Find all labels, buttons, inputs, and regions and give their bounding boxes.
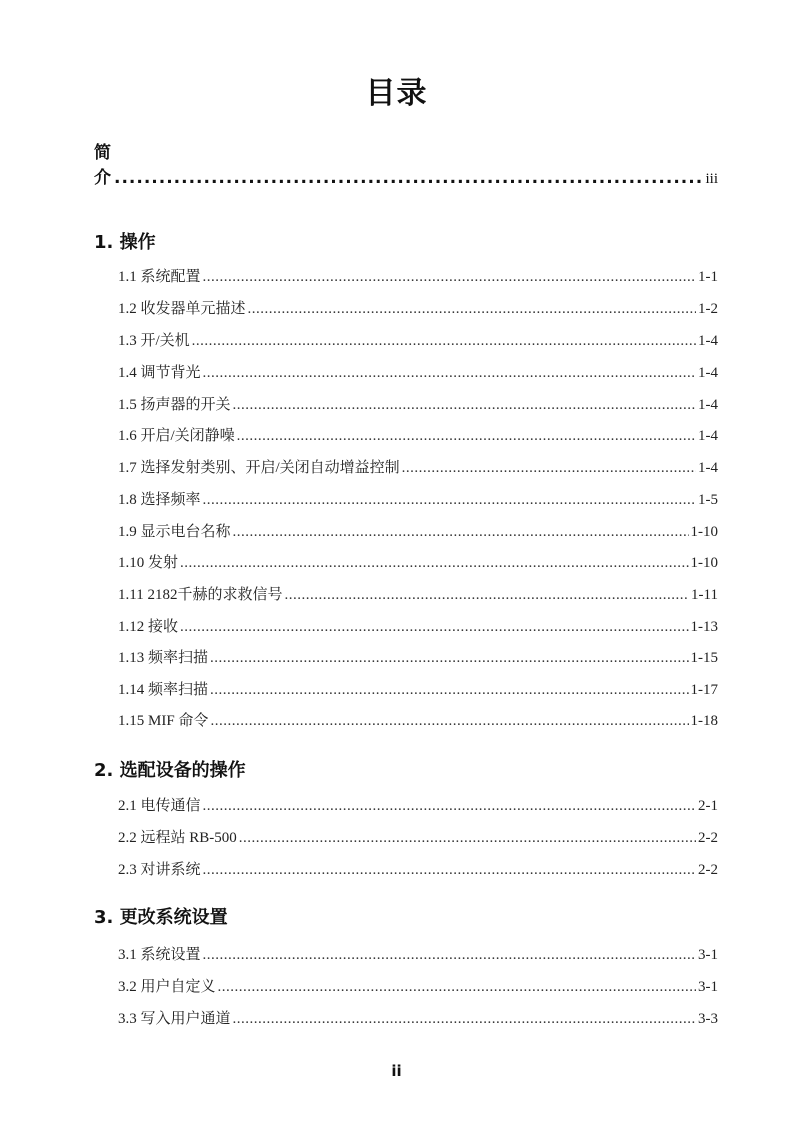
toc-entry-label: 2.2 远程站 RB-500 xyxy=(118,830,237,846)
dot-leader xyxy=(180,619,688,636)
toc-entry-label: 1.15 MIF 命令 xyxy=(118,713,209,729)
toc-entry[interactable] xyxy=(118,360,718,382)
toc-entry-label: 1.6 开启/关闭静噪 xyxy=(118,428,235,444)
toc-entry[interactable] xyxy=(118,582,718,604)
toc-entry-page: 2-2 xyxy=(698,830,718,846)
toc-entry-page: 1-4 xyxy=(698,333,718,349)
toc-entry-page: 1-13 xyxy=(690,619,718,635)
page-title: 目录 xyxy=(365,76,428,111)
toc-entry-page: 3-1 xyxy=(698,947,718,963)
toc-entry[interactable] xyxy=(118,423,718,445)
toc-entry-page: 1-4 xyxy=(698,397,718,413)
toc-entry[interactable] xyxy=(118,708,718,730)
toc-entry-label: 1.14 频率扫描 xyxy=(118,682,209,698)
dot-leader xyxy=(237,428,696,445)
toc-entry[interactable] xyxy=(118,487,718,509)
dot-leader xyxy=(402,460,696,477)
toc-entry-page: 1-2 xyxy=(698,301,718,317)
toc-entry[interactable] xyxy=(118,614,718,636)
toc-entry-label: 1.1 系统配置 xyxy=(118,269,201,285)
toc-entry-page: 1-1 xyxy=(698,269,718,285)
toc-entry-page: 1-5 xyxy=(698,492,718,508)
toc-entry-label: 1.12 接收 xyxy=(118,619,179,635)
toc-entry[interactable] xyxy=(118,857,718,879)
toc-entry-label: 1.5 扬声器的开关 xyxy=(118,397,231,413)
dot-leader xyxy=(203,947,696,964)
toc-entry-label: 1.3 开/关机 xyxy=(118,333,190,349)
toc-entry-label: 1.8 选择频率 xyxy=(118,492,201,508)
chapter-heading[interactable]: 2. 选配设备的操作 xyxy=(94,760,246,781)
toc-entry-page: 1-4 xyxy=(698,365,718,381)
dot-leader xyxy=(233,524,689,541)
toc-entry-label: 3.2 用户自定义 xyxy=(118,979,216,995)
toc-entry-label: 1.10 发射 xyxy=(118,555,179,571)
toc-entry-label: 简介 xyxy=(94,143,111,188)
chapter-heading[interactable]: 3. 更改系统设置 xyxy=(94,907,228,928)
dot-leader xyxy=(210,650,688,667)
toc-entry-label: 1.9 显示电台名称 xyxy=(118,524,231,540)
toc-entry-label: 1.13 频率扫描 xyxy=(118,650,209,666)
toc-entry[interactable] xyxy=(118,974,718,996)
toc-entry[interactable] xyxy=(118,392,718,414)
toc-entry[interactable] xyxy=(118,264,718,286)
dot-leader xyxy=(180,555,688,572)
toc-entry-page: 2-1 xyxy=(698,798,718,814)
toc-entry[interactable] xyxy=(118,519,718,541)
toc-entry[interactable] xyxy=(118,328,718,350)
dot-leader xyxy=(114,168,702,188)
chapter-heading[interactable]: 1. 操作 xyxy=(94,232,156,253)
toc-entry[interactable] xyxy=(118,455,718,477)
toc-entry-page: 3-1 xyxy=(698,979,718,995)
toc-entry-label: 2.3 对讲系统 xyxy=(118,862,201,878)
toc-entry[interactable] xyxy=(118,1006,718,1028)
toc-entry-page: 1-10 xyxy=(690,524,718,540)
toc-entry[interactable] xyxy=(118,793,718,815)
dot-leader xyxy=(203,365,696,382)
toc-entry-page: 1-15 xyxy=(690,650,718,666)
dot-leader xyxy=(239,830,696,847)
toc-entry-label: 3.3 写入用户通道 xyxy=(118,1011,231,1027)
toc-intro-entry[interactable] xyxy=(94,143,718,188)
dot-leader xyxy=(284,587,689,604)
page-number: ii xyxy=(391,1062,402,1080)
toc-entry-page: 1-4 xyxy=(698,460,718,476)
dot-leader xyxy=(218,979,696,996)
dot-leader xyxy=(233,1011,696,1028)
dot-leader xyxy=(203,798,696,815)
toc-entry[interactable] xyxy=(118,942,718,964)
toc-entry-page: 3-3 xyxy=(698,1011,718,1027)
toc-entry-page: 1-10 xyxy=(690,555,718,571)
dot-leader xyxy=(210,682,688,699)
dot-leader xyxy=(233,397,696,414)
toc-entry-page: 1-18 xyxy=(690,713,718,729)
dot-leader xyxy=(210,713,688,730)
toc-entry-label: 3.1 系统设置 xyxy=(118,947,201,963)
toc-entry-label: 1.2 收发器单元描述 xyxy=(118,301,246,317)
toc-entry[interactable] xyxy=(118,645,718,667)
toc-entry[interactable] xyxy=(118,550,718,572)
toc-entry-page: 1-4 xyxy=(698,428,718,444)
toc-entry-page: iii xyxy=(705,171,718,187)
toc-entry-label: 1.4 调节背光 xyxy=(118,365,201,381)
toc-entry[interactable] xyxy=(118,825,718,847)
toc-entry-page: 1-11 xyxy=(691,587,718,603)
toc-entry-label: 1.7 选择发射类别、开启/关闭自动增益控制 xyxy=(118,460,400,476)
toc-entry-label: 2.1 电传通信 xyxy=(118,798,201,814)
dot-leader xyxy=(192,333,696,350)
dot-leader xyxy=(203,862,696,879)
toc-entry[interactable] xyxy=(118,296,718,318)
dot-leader xyxy=(248,301,696,318)
toc-entry-label: 1.11 2182千赫的求救信号 xyxy=(118,587,283,603)
dot-leader xyxy=(203,269,696,286)
toc-entry-page: 2-2 xyxy=(698,862,718,878)
toc-entry-page: 1-17 xyxy=(690,682,718,698)
toc-entry[interactable] xyxy=(118,677,718,699)
dot-leader xyxy=(203,492,696,509)
